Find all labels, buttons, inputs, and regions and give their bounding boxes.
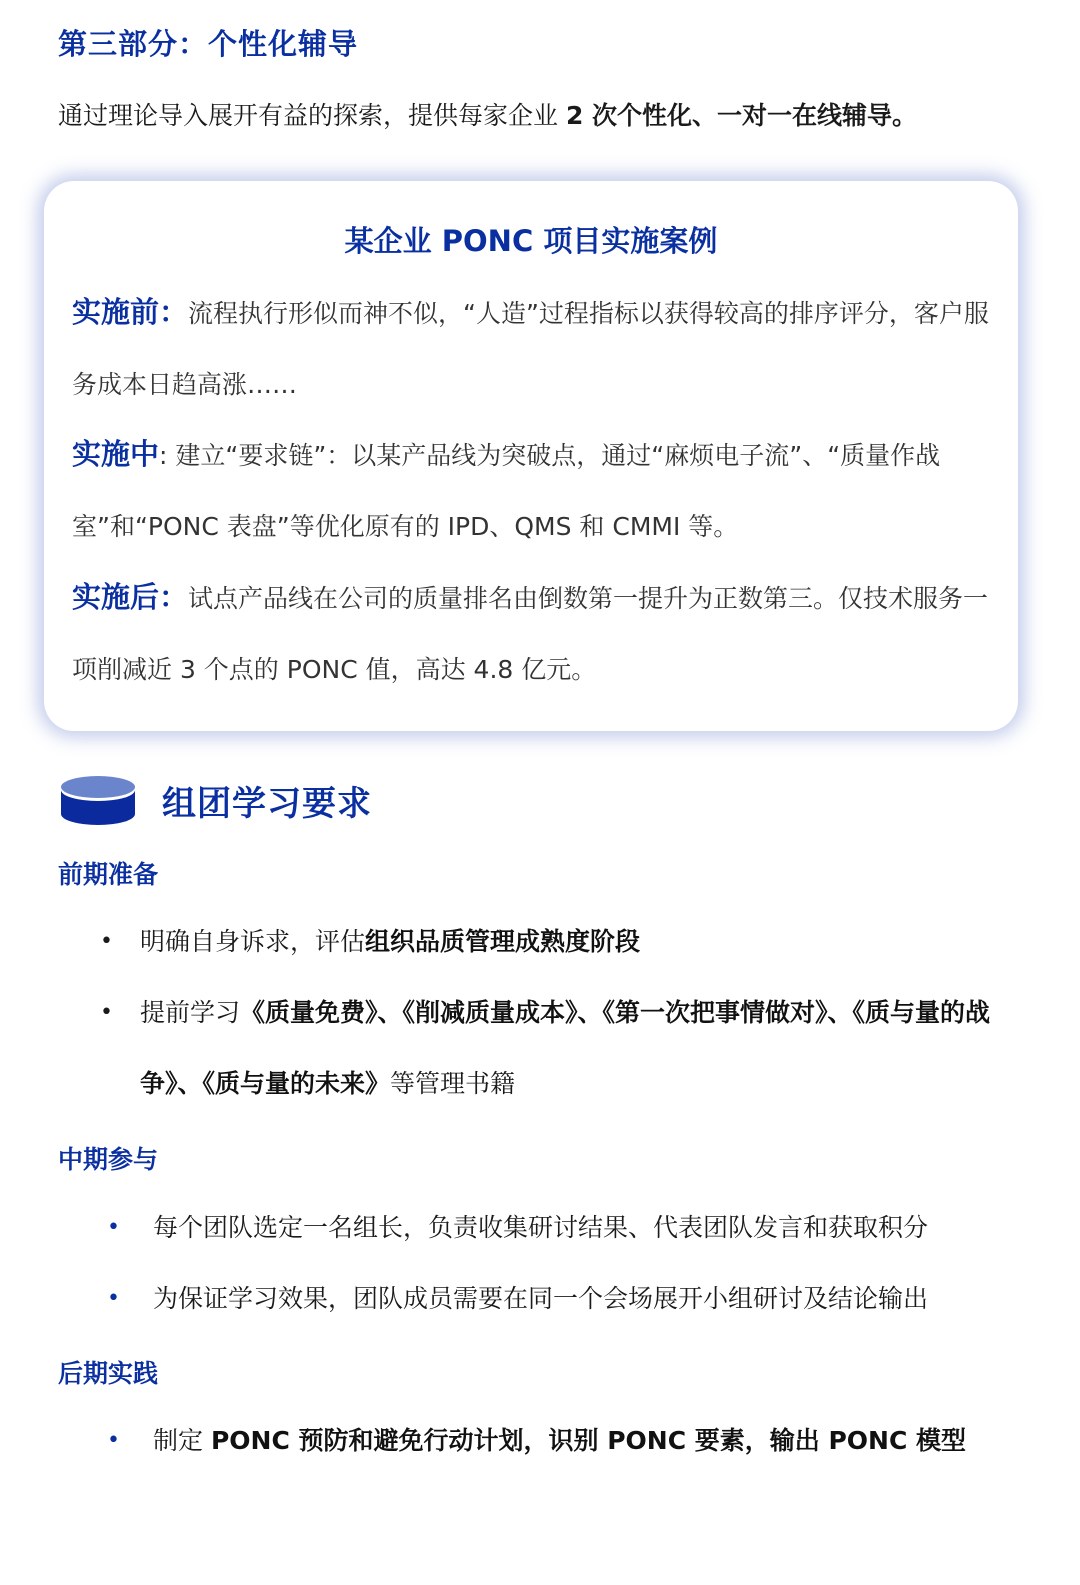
case-after-paragraph [72, 562, 997, 705]
item-text: 为保证学习效果，团队成员需要在同一个会场展开小组研讨及结论输出 [153, 1284, 929, 1313]
practice-list [107, 1405, 1023, 1476]
case-before-label: 实施前： [72, 295, 189, 329]
case-after-text: 试点产品线在公司的质量排名由倒数第一提升为正数第三。仅技术服务一项削减近 3 个点的 PONC 值，高达 4.8 亿元。 [72, 584, 989, 684]
preparation-list [100, 906, 1020, 1119]
disc-stack-icon [60, 774, 136, 826]
part3-intro [58, 96, 917, 136]
item-text: 每个团队选定一名组长，负责收集研讨结果、代表团队发言和获取积分 [153, 1213, 929, 1242]
item-suffix-text: 等管理书籍 [390, 1069, 516, 1098]
intro-bold-text: 2 次个性化、一对一在线辅导。 [565, 101, 918, 130]
item-bold-text: 组织品质管理成熟度阶段 [365, 927, 641, 956]
case-card-title: 某企业 PONC 项目实施案例 [344, 224, 718, 258]
item-text: 明确自身诉求，评估 [140, 927, 366, 956]
bullet-icon: • [100, 1000, 113, 1025]
intro-text: 通过理论导入展开有益的探索，提供每家企业 [58, 101, 566, 130]
participation-list [107, 1192, 1023, 1334]
bullet-icon: • [100, 929, 113, 954]
case-after-label: 实施后： [72, 580, 189, 614]
case-before-text: 流程执行形似而神不似，“人造”过程指标以获得较高的排序评分，客户服务成本日趋高涨…… [72, 299, 989, 399]
item-text: 提前学习 [140, 998, 241, 1027]
phase-title-participation: 中期参与 [58, 1145, 159, 1174]
group-study-title: 组团学习要求 [162, 783, 372, 824]
case-during-label: 实施中 [72, 437, 160, 471]
case-during-paragraph [72, 419, 997, 562]
list-item [107, 1192, 1023, 1263]
section-title-part3: 第三部分：个性化辅导 [58, 27, 359, 61]
phase-title-practice: 后期实践 [58, 1359, 159, 1388]
bullet-icon: • [107, 1286, 120, 1311]
case-before-paragraph [72, 277, 997, 420]
list-item [100, 977, 1020, 1119]
group-study-header [60, 770, 372, 830]
item-text: 制定 [153, 1426, 211, 1455]
phase-title-preparation: 前期准备 [58, 860, 159, 889]
bullet-icon: • [107, 1428, 120, 1453]
case-study-card [44, 181, 1018, 731]
list-item [107, 1263, 1023, 1334]
item-bold-text: 《质量免费》、《削减质量成本》、《第一次把事情做对》、《质与量的战争》、《质与量的未来》 [140, 998, 991, 1098]
item-bold-text: PONC 预防和避免行动计划，识别 PONC 要素，输出 PONC 模型 [210, 1426, 967, 1455]
list-item [100, 906, 1020, 977]
list-item [107, 1405, 1023, 1476]
bullet-icon: • [107, 1215, 120, 1240]
case-during-text: : 建立“要求链”：以某产品线为突破点，通过“麻烦电子流”、“质量作战室”和“PONC 表盘”等优化原有的 IPD、QMS 和 CMMI 等。 [72, 441, 941, 541]
